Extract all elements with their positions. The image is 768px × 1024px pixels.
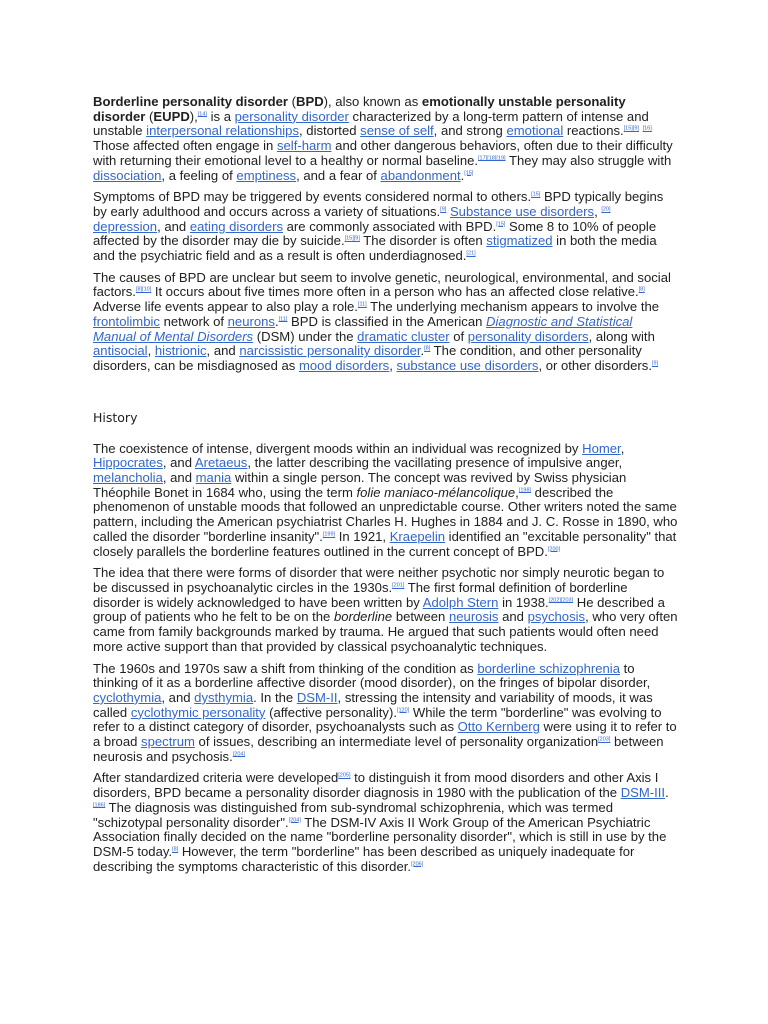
article-link[interactable]: Substance use disorders [449,203,595,219]
citation-ref [601,207,610,213]
article-link[interactable]: self-harm [276,138,332,154]
text-run: , [515,484,519,500]
text-run: In 1921, [335,528,390,544]
citation-link[interactable]: [9] [651,360,659,367]
text-run: Some 8 to 10% of people affected by the disorder may die by suicide. [93,218,657,249]
article-link[interactable]: sense of self [360,123,434,139]
article-link[interactable]: substance use disorders [396,357,539,373]
paragraph-history-dsm [93,771,678,874]
article-link[interactable]: neurons [227,313,275,329]
citation-link[interactable]: [204] [288,817,301,824]
citation-link[interactable]: [202][203] [548,597,574,604]
text-run: However, the term "borderline" has been described as uniquely inadequate for describing the symptoms characteristic of this disorder. [93,843,635,874]
text-run: , and [162,470,196,486]
citation-link[interactable]: [120] [396,707,410,714]
article-body [93,95,678,881]
article-link[interactable]: Aretaeus [194,455,248,471]
citation-ref [639,287,645,293]
text-run: , along with [588,328,655,344]
article-link[interactable]: depression [93,218,158,234]
citation-link[interactable]: [16] [642,126,652,133]
citation-link[interactable]: [15] [496,221,506,228]
citation-link[interactable]: [20] [601,206,611,213]
article-link[interactable]: psychosis [527,609,586,625]
article-link[interactable]: dramatic cluster [357,328,450,344]
article-link[interactable]: frontolimbic [93,313,160,329]
citation-ref [233,751,245,757]
text-run: . [274,313,279,329]
text-run: , [147,343,155,359]
text-run: , [389,357,397,373]
citation-link[interactable]: [201] [392,582,405,589]
citation-ref [478,155,506,161]
text-run: The diagnosis was distinguished from sub-syndromal schizophrenia, which was termed "schizotypal personality disorder". [93,799,613,830]
article-link[interactable]: emotional [506,123,564,139]
text-run: , stressing the intensity and variability of moods, it was called [93,689,653,720]
citation-ref [93,802,105,808]
citation-link[interactable]: [15] [531,191,541,198]
citation-ref [466,251,475,257]
citation-ref [652,361,658,367]
text-run: in both the media and the psychiatric field and as a result is often underdiagnosed. [93,233,657,264]
citation-ref [519,487,531,493]
article-link[interactable]: neurosis [448,609,499,625]
article-link[interactable]: Homer [582,440,621,456]
article-link[interactable]: mania [195,470,232,486]
article-link[interactable]: Hippocrates [93,455,163,471]
citation-ref [358,302,367,308]
text-run: network of [159,313,228,329]
bold-term: BPD [296,94,324,109]
text-run: The DSM-IV Axis II Work Group of the American Psychiatric Association finally decided on the name "borderline personality disorder", which is still in use by the DSM-5 today. [93,814,667,859]
citation-ref [411,861,423,867]
citation-link[interactable]: [8] [638,287,645,294]
text-run: characterized by a long-term pattern of intense and unstable [93,108,649,139]
article-link[interactable]: spectrum [141,734,195,750]
article-link[interactable]: melancholia [93,470,163,486]
article-link[interactable]: Otto Kernberg [457,719,540,735]
citation-link[interactable]: [15][9] [623,126,639,133]
citation-link[interactable]: [205] [338,773,351,780]
paragraph-intro [93,95,678,183]
text-run: (DSM) under the [253,328,358,344]
citation-link[interactable]: [21] [466,250,476,257]
text-run: The coexistence of intense, divergent moods within an individual was recognized by [93,440,583,456]
article-link[interactable]: dysthymia [194,689,254,705]
paragraph-symptoms [93,190,678,264]
citation-link[interactable]: [204] [232,751,245,758]
text-run: , [620,440,625,456]
citation-ref [598,737,610,743]
article-link[interactable]: abandonment [380,167,461,183]
citation-ref [531,192,540,198]
article-link[interactable]: dissociation [93,167,162,183]
text-run: of issues, describing an intermediate level of personality organization [194,734,599,750]
section-heading-history: History [93,409,138,425]
citation-link[interactable]: [186] [93,802,106,809]
article-link[interactable]: stigmatized [486,233,553,249]
text-run: BPD typically begins by early adulthood and occurs across a variety of situations. [93,189,664,219]
text-run: , and [162,455,195,471]
text-run: reactions. [563,123,624,139]
text-run: . [460,167,465,183]
text-run: The underlying mechanism appears to involve the [366,299,660,315]
article-link[interactable]: cyclothymic personality [130,704,266,720]
text-run: , and [161,689,195,705]
text-run: ), [189,108,198,124]
text-run: , and strong [433,123,507,139]
text-run: . [420,343,425,359]
text-run: , and [206,343,240,359]
text-run: , the latter describing the vacillating presence of impulsive anger, [247,455,623,471]
article-link[interactable]: DSM-II [296,689,338,705]
text-run: is a [206,108,235,124]
citation-ref [643,126,652,132]
text-run: , or other disorders. [538,357,652,373]
text-run: The idea that there were forms of disorder that were neither psychotic nor simply neurotic began to be discussed in psychoanalytic circles in the 1930s. [93,565,665,595]
article-link[interactable]: personality disorder [234,108,349,124]
citation-ref [198,111,207,117]
bold-term: EUPD [153,108,190,124]
article-link[interactable]: interpersonal relationships [146,123,300,139]
article-link[interactable]: histrionic [154,343,207,359]
text-run: The disorder is often [359,233,487,249]
citation-link[interactable]: [8] [172,846,179,853]
citation-link[interactable]: [203] [598,736,611,743]
citation-link[interactable]: [11] [278,316,288,323]
citation-ref [323,532,335,538]
text-run: BPD is classified in the American [287,313,487,329]
bold-term: emotionally unstable personality disorder [93,94,626,124]
text-run: ( [288,94,296,109]
citation-link[interactable]: [14] [197,111,207,118]
text-run: Those affected often engage in [93,138,277,154]
citation-link[interactable]: [200] [547,546,561,553]
citation-link[interactable]: [206] [411,861,424,868]
text-run: , distorted [299,123,361,139]
citation-ref [392,583,404,589]
text-run: were using it to refer to a broad [93,719,677,750]
citation-ref [338,773,350,779]
text-run: ), also known as [323,94,422,109]
text-run: to distinguish it from mood disorders and other Axis I disorders, BPD became a personality disorder diagnosis in 1980 with the publication of the [93,770,659,801]
text-run: , and [157,218,190,234]
paragraph-history-1960s [93,662,678,765]
text-run: He described a group of patients who he felt to be on the [93,594,665,625]
citation-link[interactable]: [11] [357,301,367,308]
text-run: and [498,609,528,625]
citation-link[interactable]: [8][10] [135,287,152,294]
article-link[interactable]: antisocial [93,343,148,359]
citation-link[interactable]: [8] [424,345,431,352]
paragraph-history-1930s [93,566,678,654]
text-run: of [449,328,468,344]
citation-ref [549,597,573,603]
text-run: , a feeling of [161,167,237,183]
citation-ref [548,546,560,552]
text-run: between neurosis and psychosis. [93,734,664,764]
text-run: and other dangerous behaviors, often due to their difficulty with returning their emotional level to a healthy or normal baseline. [93,138,673,168]
text-run: They may also struggle with [505,152,672,168]
text-run: Symptoms of BPD may be triggered by events considered normal to others. [93,189,532,205]
text-run: to thinking of it as a borderline affective disorder (mood disorder), on the fringes of bipolar disorder, [93,660,651,691]
paragraph-causes [93,271,678,374]
article-link[interactable]: narcissistic personality disorder [239,343,421,359]
citation-ref [624,126,639,132]
italic-term: folie maniaco-mélancolique [356,484,516,500]
text-run: identified an "excitable personality" that closely parallels the borderline features outlined in the current concept of BPD. [93,528,677,559]
text-run: While the term "borderline" was evolving to refer to a distinct category of disorder, psychoanalysts such as [93,704,662,735]
article-link[interactable]: Kraepelin [389,528,446,544]
text-run: within a single person. The concept was revived by Swiss physician Théophile Bonet in 1684 who, using the term [93,470,627,500]
article-link[interactable]: emptiness [236,167,297,183]
citation-ref [397,707,409,713]
text-run: , who very often came from family backgrounds marked by trauma. He argued that such patients would often need more active support than that provided by classical psychoanalytic techniques. [93,609,678,654]
text-run: , [594,203,602,219]
citation-ref [289,817,301,823]
article-link[interactable]: eating disorders [189,218,283,234]
text-run: . In the [253,689,297,705]
bold-term: Borderline personality disorder [93,94,288,109]
italic-term: borderline [333,609,393,625]
text-run: The causes of BPD are unclear but seem to involve genetic, neurological, environmental, and social factors. [93,269,671,300]
paragraph-history-early [93,442,678,560]
article-link[interactable]: mood disorders [298,357,390,373]
citation-link[interactable]: [17][18][19] [478,155,506,162]
text-run: are commonly associated with BPD. [283,218,497,234]
text-run: in 1938. [498,594,549,610]
text-run: (affective personality). [265,704,397,720]
text-run: , and a fear of [296,167,381,183]
citation-link[interactable]: [15][9] [344,235,360,242]
text-run: It occurs about five times more often in a person who has an affected close relative. [151,284,639,300]
article-link[interactable]: personality disorders [467,328,589,344]
citation-ref [136,287,151,293]
citation-ref [464,170,473,176]
article-link[interactable]: DSM-III [620,785,666,801]
citation-ref [345,236,360,242]
text-run: Adverse life events appear to also play a role. [93,299,358,315]
text-run: The first formal definition of borderline disorder is widely acknowledged to have been written by [93,579,628,610]
text-run: The condition, and other personality disorders, can be misdiagnosed as [93,343,642,373]
article-link[interactable]: cyclothymia [93,689,162,705]
article-link[interactable]: borderline schizophrenia [477,660,620,676]
text-run: described the phenomenon of unstable moods that followed an unpredictable course. Other writers noted the same pattern, including the American psychiatrist Charles H. Hughes in 1884 and J. C. Rosse in 1890, who called the disorder "borderline insanity". [93,484,678,544]
article-link[interactable]: Adolph Stern [422,594,499,610]
citation-link[interactable]: [15] [464,170,474,177]
article-link[interactable]: Diagnostic and Statistical Manual of Mental Disorders [93,313,633,344]
text-run: The 1960s and 1970s saw a shift from thinking of the condition as [93,660,478,676]
text-run: ( [145,108,154,124]
citation-link[interactable]: [199] [322,531,336,538]
citation-link[interactable]: [198] [518,487,532,494]
text-run: . [665,785,669,801]
text-run: After standardized criteria were developed [93,770,339,786]
citation-link[interactable]: [9] [440,206,447,213]
text-run: between [392,609,449,625]
